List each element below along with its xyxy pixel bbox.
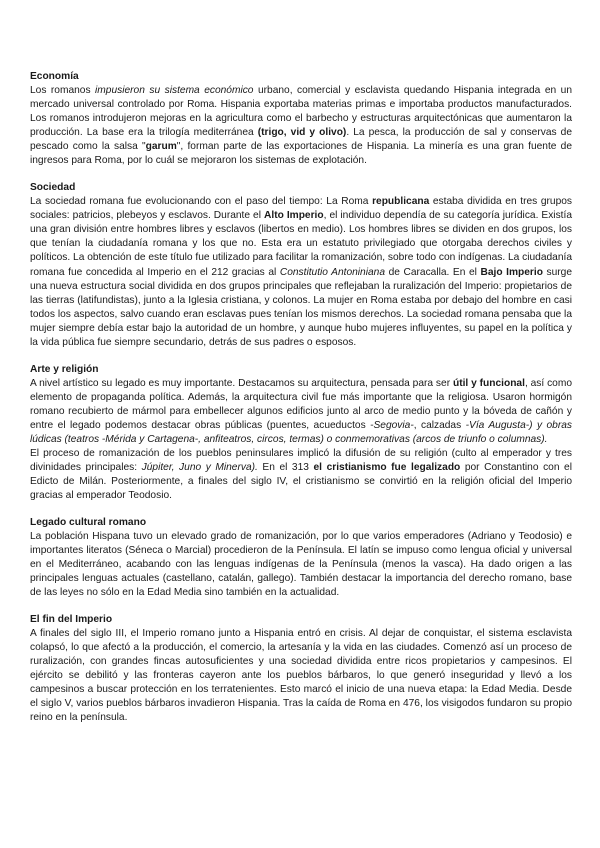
- text-run: El proceso de romanización de los pueblos peninsulares implicó la difusión de su religión (culto al emperador y tres divinidades principales:: [30, 448, 572, 474]
- bold-text: útil y funcional: [452, 377, 525, 389]
- text-run: La población Hispana tuvo un elevado grado de romanización, por lo que varios emperadores (Adriano y Teodosio) e importantes literatos (Séneca o Marcial) procedieron de la Península. El latín se impuso como lengua oficial y universal en el Mediterráneo, acabando con las lenguas indígenas de la Península (menos la vasca). Ha dado origen a las principales lenguas actuales (castellano, catalán, gallego). También destacar la importancia del derecho romano, base de las leyes no sólo en la Edad Media sino también en la actualidad.: [30, 530, 572, 599]
- italic-text: Júpiter, Juno y Minerva).: [141, 462, 258, 474]
- section-paragraph: [30, 84, 572, 169]
- section-heading: El fin del Imperio: [30, 613, 113, 625]
- text-run: A finales del siglo III, el Imperio romano junto a Hispania entró en crisis. Al dejar de conquistar, el sistema esclavista colapsó, lo que afectó a la producción, el comercio, la artesanía y la vida en las ciudades. Comenzó así un proceso de ruralización, con grandes fincas autosuficientes y una sociedad dividida entre ricos propietarios y campesinos. El ejército se debilitó y las fronteras cayeron ante los pueblos bárbaros, lo que generó inseguridad y llevó a los campesinos a buscar protección en los terratenientes. Esto marcó el inicio de una nueva etapa: la Edad Media. Desde el siglo V, varios pueblos bárbaros invadieron Hispania. Tras la caída de Roma en 476, los visigodos fundaron su propio reino en la península.: [30, 627, 572, 724]
- section-paragraph: [30, 530, 572, 600]
- text-run: Los romanos: [30, 85, 96, 96]
- text-run: surge una nueva estructura social dividida en dos grupos principales que reflejaban la ruralización del Imperio: propietarios de las tierras (latifundistas), junto a la Iglesia cristiana, y colonos. La mujer en Roma estaba por debajo del hombre en casi todos los aspectos, salvo cuando eran esclavas pues tenían los mismos derechos. La sociedad romana pensaba que la mujer siempre debía estar bajo la autoridad de un hombre, y aunque hubo mujeres influyentes, su papel en la política y la vida pública fue siempre secundario, detrás de sus padres o esposos.: [30, 266, 572, 348]
- document-body: [30, 70, 572, 738]
- section-paragraph: [30, 377, 572, 447]
- section-sociedad: [30, 181, 572, 350]
- italic-text: -Segovia-: [370, 419, 414, 431]
- text-run: ", forman parte de las exportaciones de Hispania. La minería es una gran fuente de ingresos para Roma, por lo cuál se mejoraron los sistemas de explotación.: [30, 141, 572, 167]
- italic-text: -Vía Augusta-) y obras lúdicas (teatros -Mérida y Cartagena-, anfiteatros, circos, termas) o conmemorativas (arcos de triunfo o columnas).: [30, 419, 573, 445]
- section-legado-cultural-romano: [30, 516, 572, 600]
- section-el-fin-del-imperio: [30, 613, 572, 726]
- text-run: , así como elemento de propaganda política. Además, la arquitectura civil fue más importante que la religiosa. Usaron hormigón romano recubierto de mármol para embellecer algunos edificios junto al arco de medio punto y la bóveda de cañón y entre el legado podemos destacar obras públicas (puentes, acueductos: [30, 377, 573, 431]
- section-economia: [30, 70, 572, 169]
- section-heading: Legado cultural romano: [30, 516, 147, 528]
- italic-text: Constitutio Antoniniana: [279, 266, 385, 278]
- text-run: por Constantino con el Edicto de Milán. Posteriormente, a finales del siglo IV, el cristianismo se convirtió en la religión oficial del Imperio gracias al emperador Teodosio.: [30, 462, 572, 502]
- text-run: urbano, comercial y esclavista quedando Hispania integrada en un mercado universal controlado por Roma. Hispania exportaba materias primas e importaba productos manufacturados. Los romanos introdujeron mejoras en la agricultura como el barbecho y estructuras arquitectónicas que aumentaron la producción. La base era la trilogía mediterránea: [30, 85, 572, 139]
- bold-text: el cristianismo fue legalizado: [313, 462, 461, 474]
- italic-text: impusieron su sistema económico: [95, 85, 254, 96]
- section-heading: Sociedad: [30, 182, 76, 194]
- text-run: A nivel artístico su legado es muy importante. Destacamos su arquitectura, pensada para ser: [30, 377, 453, 389]
- bold-text: Bajo Imperio: [480, 266, 543, 278]
- text-run: , calzadas: [413, 419, 466, 431]
- section-paragraph: [30, 627, 572, 726]
- section-arte-y-religion: [30, 363, 572, 504]
- section-paragraph: [30, 195, 572, 350]
- bold-text: republicana: [372, 196, 430, 208]
- section-heading: Arte y religión: [30, 363, 99, 375]
- text-run: de Caracalla. En el: [385, 266, 481, 278]
- section-heading: Economía: [30, 71, 79, 82]
- section-paragraph: [30, 447, 572, 503]
- text-run: . La pesca, la producción de sal y conservas de pescado como la salsa ": [30, 127, 572, 153]
- bold-text: garum: [145, 141, 177, 153]
- bold-text: (trigo, vid y olivo): [257, 127, 347, 139]
- text-run: La sociedad romana fue evolucionando con el paso del tiempo: La Roma: [30, 196, 373, 208]
- text-run: En el 313: [257, 462, 314, 474]
- text-run: , el individuo dependía de su categoría jurídica. Existía una gran división entre hombres libres y esclavos (libertos en medio). Los hombres libres se dividen en dos grupos, los que tenían la ciudadanía romana y los que no. Esta era un estatuto privilegiado que otorgaba derechos civiles y políticos. La obtención de este título fue utilizado para facilitar la romanización, sobre todo con indígenas. La ciudadanía romana fue concedida al Imperio en el 212 gracias al: [30, 210, 572, 278]
- text-run: estaba dividida en tres grupos sociales: patricios, plebeyos y esclavos. Durante el: [30, 196, 573, 222]
- bold-text: Alto Imperio: [264, 210, 324, 222]
